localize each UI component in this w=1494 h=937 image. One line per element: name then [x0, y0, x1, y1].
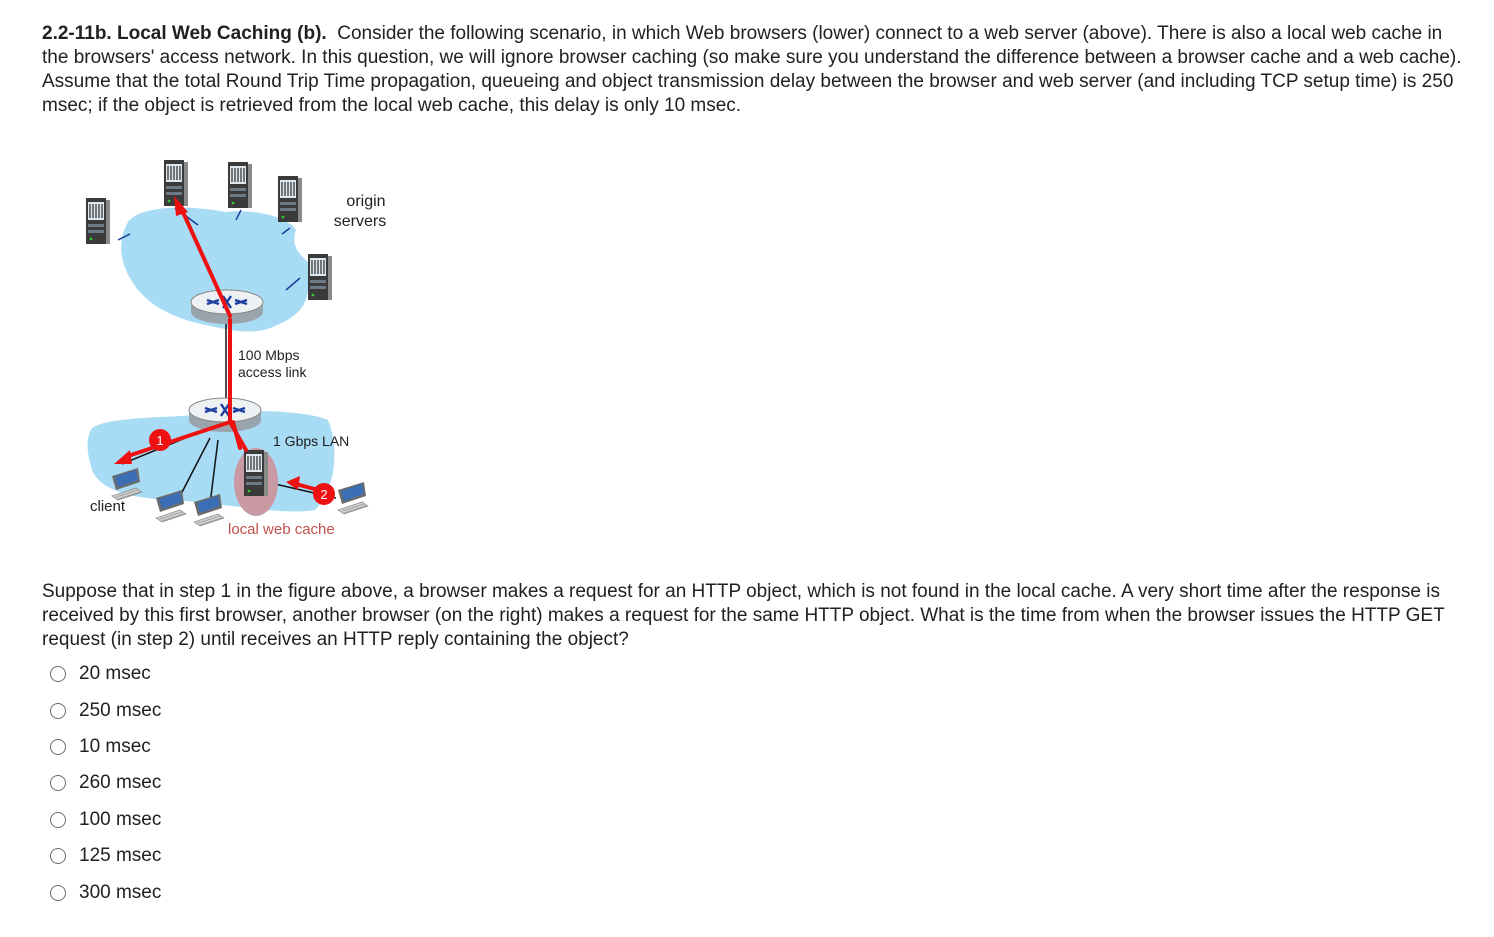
option-100-msec[interactable] [50, 802, 161, 838]
radio-button[interactable] [50, 812, 66, 828]
right-browser-pc-icon [338, 482, 368, 514]
option-label: 250 msec [79, 699, 162, 721]
option-20-msec[interactable] [50, 656, 161, 692]
question-text: Suppose that in step 1 in the figure above, a browser makes a request for an HTTP object, which is not found in the local cache. A very short time after the response is received by this first browser, another browser (on the right) makes a request for the same HTTP object. What is the time from when the browser issues the HTTP GET request (in step 2) until receives an HTTP reply containing the object? [42, 581, 1445, 650]
radio-button[interactable] [50, 703, 66, 719]
radio-button[interactable] [50, 885, 66, 901]
origin-server-icon [86, 198, 110, 244]
option-label: 20 msec [79, 663, 151, 685]
radio-button[interactable] [50, 739, 66, 755]
client-label: client [90, 498, 126, 515]
lan-label: 1 Gbps LAN [273, 433, 350, 449]
intro-text: Consider the following scenario, in which Web browsers (lower) connect to a web server (above). There is also a local web cache in the browsers' access network. In this question, we will ignore browser caching (so make sure you understand the difference between a browser cache and a web cache). Assume that the total Round Trip Time propagation, queueing and object transmission delay between the browser and web server (and including TCP setup time) is 250 msec; if the object is retrieved from the local web cache, this delay is only 10 msec. [42, 23, 1462, 116]
origin-server-icon [228, 162, 252, 208]
origin-server-icon [278, 176, 302, 222]
access-link-label-2: access link [238, 364, 307, 380]
access-router-icon [189, 398, 261, 432]
radio-button[interactable] [50, 666, 66, 682]
option-label: 300 msec [79, 881, 162, 903]
option-label: 260 msec [79, 772, 162, 794]
option-250-msec[interactable] [50, 692, 161, 728]
origin-server-icon [308, 254, 332, 300]
local-web-cache-label: local web cache [228, 521, 335, 538]
radio-button[interactable] [50, 848, 66, 864]
question-intro [42, 22, 1462, 118]
answer-options [50, 656, 161, 911]
option-label: 10 msec [79, 735, 151, 757]
question-heading: 2.2-11b. Local Web Caching (b). [42, 23, 327, 44]
option-125-msec[interactable] [50, 838, 161, 874]
origin-servers-label-1: origin [346, 193, 386, 210]
option-label: 100 msec [79, 808, 162, 830]
step2-number: 2 [320, 487, 328, 502]
cache-server-icon [244, 450, 268, 496]
option-260-msec[interactable] [50, 765, 161, 801]
network-diagram [60, 150, 420, 550]
access-link-label-1: 100 Mbps [238, 347, 300, 363]
option-10-msec[interactable] [50, 729, 161, 765]
option-label: 125 msec [79, 845, 162, 867]
option-300-msec[interactable] [50, 874, 161, 910]
step1-number: 1 [156, 433, 164, 448]
radio-button[interactable] [50, 775, 66, 791]
origin-servers-label-2: servers [333, 213, 387, 230]
